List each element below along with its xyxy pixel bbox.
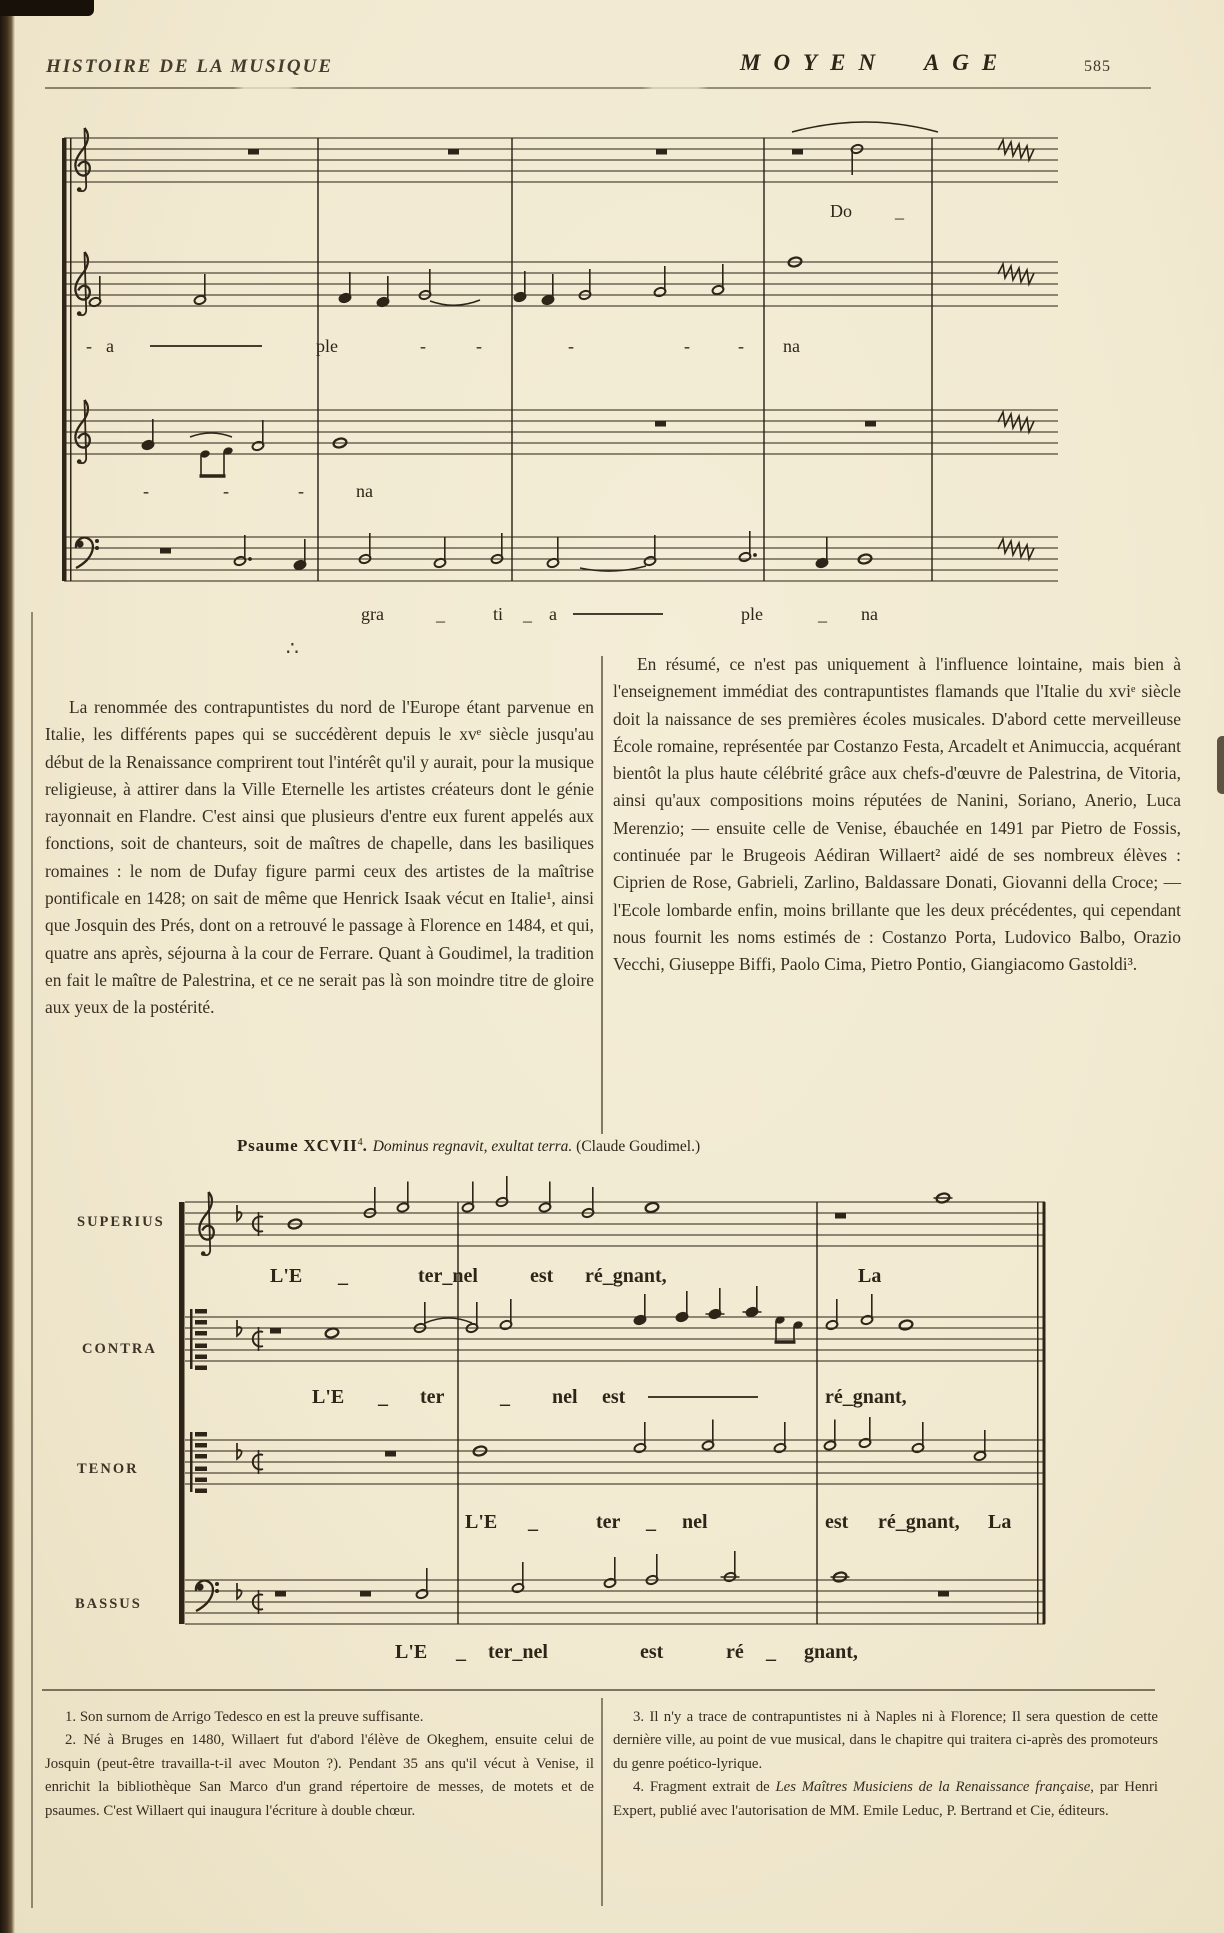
system-barline: [70, 138, 72, 581]
lyric-syllable: na: [861, 604, 878, 624]
system-barline: [1043, 1202, 1046, 1624]
c-clef-icon: [195, 1489, 207, 1494]
lyric-syllable: ter_nel: [418, 1265, 478, 1287]
system-barline: [62, 138, 67, 581]
lyric-syllable: _: [895, 201, 904, 221]
c-clef-icon: [195, 1432, 207, 1437]
whole-rest: [270, 1328, 281, 1334]
caption-separator: .: [362, 1136, 373, 1155]
lyric-syllable: ple: [316, 336, 338, 356]
header-rule: [45, 87, 1151, 89]
c-clef-icon: [190, 1432, 193, 1492]
treble-clef-icon: [75, 400, 89, 448]
footnote-3: [613, 1706, 1158, 1776]
treble-clef-icon: [77, 459, 82, 464]
footnote-4-prefix: Fragment extrait de: [649, 1779, 776, 1796]
c-clef-icon: [195, 1331, 207, 1336]
footnote-2-text: Né à Bruges en 1480, Willaert fut d'abord l'élève de Okeghem, ensuite celui de Josquin (peut-être travailla-t-il avec Mouton ?). Pendant 35 ans qu'il vécut à Venise, il enrichit la bibliothèque San Marco d'un grand répertoire de messes, de motets et de psaumes. C'est Willaert qui inaugura l'écriture à double chœur.: [45, 1732, 594, 1819]
score-gratia-plena: [50, 120, 1080, 640]
custos-flourish-icon: [998, 140, 1034, 160]
c-clef-icon: [195, 1344, 207, 1349]
lyric-syllable: _: [766, 1641, 776, 1663]
lyric-syllable: ré: [726, 1641, 744, 1663]
lyric-syllable: ter: [596, 1511, 621, 1533]
voice-label-tenor: TENOR: [77, 1461, 139, 1477]
lyric-syllable: -: [298, 481, 304, 501]
text-column-left: [45, 694, 594, 1022]
caption-composer: (Claude Goudimel.): [576, 1138, 701, 1155]
footnote-4-suffix: , par Henri Expert, publié avec l'autorisation de MM. Emile Leduc, P. Bertrand et Cie, éditeurs.: [613, 1779, 1158, 1819]
score-bottom-svg: [40, 1185, 1060, 1685]
footnote-3-num: 3.: [633, 1709, 645, 1725]
augmentation-dot: [248, 557, 252, 561]
slur: [792, 122, 938, 132]
voice-label-superius: SUPERIUS: [77, 1214, 165, 1230]
lyric-syllable: nel: [552, 1386, 578, 1408]
footnotes-left: [45, 1706, 594, 1823]
c-clef-icon: [195, 1355, 207, 1360]
score-psaume-xcvii: [40, 1185, 1060, 1685]
lyric-syllable: na: [356, 481, 373, 501]
bass-clef-icon: [215, 1582, 219, 1586]
lyric-syllable: _: [523, 604, 532, 624]
whole-note: [899, 1319, 914, 1330]
footnote-1-text: Son surnom de Arrigo Tedesco en est la preuve suffisante.: [79, 1709, 424, 1725]
lyric-syllable: _: [818, 604, 827, 624]
system-barline: [1037, 1202, 1039, 1624]
whole-rest: [385, 1451, 396, 1457]
footnote-4-num: 4.: [633, 1779, 645, 1796]
lyric-syllable: -: [143, 481, 149, 501]
column-divider: [601, 656, 603, 1134]
custos-flourish-icon: [998, 539, 1034, 559]
lyric-syllable: est: [530, 1265, 554, 1287]
paragraph-right: En résumé, ce n'est pas uniquement à l'influence lointaine, mais bien à l'enseignement immédiat des contrapuntistes flamands que l'Italie du xviᵉ siècle doit la naissance de ses premières écoles musicales. D'abord cette merveilleuse École romaine, représentée par Costanzo Festa, Arcadelt et Animuccia, acquérant bientôt la plus haute célébrité grâce aux chefs-d'œuvre de Palestrina, de Vitoria, ainsi qu'aux compositions moins réputées de Nanini, Soriano, Anerio, Luca Merenzio; — ensuite celle de Venise, ébauchée en 1491 par Pietro de Fossis, continuée par le Brugeois Aédiran Willaert² aidé de ses nombreux élèves : Ciprien de Rose, Gabrieli, Zarlino, Baldassare Donati, Giovanni della Croce; — l'Ecole lombarde enfin, moins brillante que les deux précédentes, qui cependant nous fournit les noms estimés de : Costanzo Porta, Ludovico Balbo, Orazio Vecchi, Giuseppe Biffi, Paolo Cima, Pietro Pontio, Giangiacomo Gastoldi³.: [613, 654, 1181, 975]
footnote-4-work-title: Les Maîtres Musiciens de la Renaissance française: [775, 1779, 1091, 1796]
score-top-svg: [50, 120, 1080, 640]
footnote-1: [45, 1706, 594, 1729]
lyric-syllable: -: [86, 336, 92, 356]
caption-footnote-ref: 4: [357, 1136, 363, 1148]
lyric-syllable: a: [549, 604, 557, 624]
lyric-syllable: ti: [493, 604, 504, 624]
bass-clef-icon: [215, 1589, 219, 1593]
caption-latin-title: Dominus regnavit, exultat terra.: [372, 1138, 573, 1155]
lyric-syllable: La: [858, 1265, 882, 1287]
footnote-1-num: 1.: [65, 1709, 77, 1725]
whole-rest: [275, 1591, 286, 1597]
lyric-syllable: ter: [420, 1386, 445, 1408]
page-number: 585: [1084, 58, 1111, 75]
lyric-syllable: -: [738, 336, 744, 356]
lyric-syllable: _: [378, 1386, 388, 1408]
lyric-syllable: _: [528, 1511, 538, 1533]
c-clef-icon: [195, 1320, 207, 1325]
lyric-syllable: ter_nel: [488, 1641, 548, 1663]
footnote-2-num: 2.: [65, 1732, 77, 1749]
system-barline: [179, 1202, 185, 1624]
bass-clef-icon: [95, 546, 99, 550]
slur: [190, 433, 232, 437]
lyric-syllable: ple: [741, 604, 763, 624]
c-clef-icon: [195, 1454, 207, 1459]
lyric-syllable: Do: [830, 201, 852, 221]
text-column-right: [613, 651, 1181, 979]
whole-rest: [938, 1591, 949, 1597]
caption-title: Psaume XCVII: [237, 1136, 358, 1155]
whole-rest: [448, 149, 459, 155]
lyric-syllable: est: [640, 1641, 664, 1663]
treble-clef-icon: [75, 128, 89, 176]
lyric-syllable: L'E: [395, 1641, 428, 1663]
treble-clef-icon: [77, 311, 82, 316]
lyric-syllable: La: [988, 1511, 1012, 1533]
scan-edge-artifact: [1217, 736, 1224, 794]
footnote-2: [45, 1729, 594, 1823]
custos-flourish-icon: [998, 412, 1034, 432]
whole-rest: [360, 1591, 371, 1597]
footnotes-right: [613, 1706, 1158, 1823]
whole-rest: [160, 548, 171, 554]
lyric-syllable: L'E: [465, 1511, 498, 1533]
footnote-rule: [42, 1689, 1155, 1691]
treble-clef-icon: [75, 252, 89, 300]
lyric-syllable: L'E: [312, 1386, 345, 1408]
lyric-syllable: est: [825, 1511, 849, 1533]
c-clef-icon: [190, 1309, 193, 1369]
c-clef-icon: [195, 1467, 207, 1472]
binding-shadow: [0, 0, 15, 1933]
section-title: MOYEN AGE: [740, 50, 1011, 75]
whole-rest: [656, 149, 667, 155]
lyric-syllable: gra: [361, 604, 384, 624]
footnote-4: [613, 1776, 1158, 1823]
lyric-syllable: gnant,: [804, 1641, 858, 1663]
lyric-syllable: ré_gnant,: [825, 1386, 907, 1408]
voice-label-bassus: BASSUS: [75, 1596, 142, 1612]
lyric-syllable: _: [338, 1265, 348, 1287]
footnote-3-text: Il n'y a trace de contrapuntistes ni à Naples ni à Florence; Il sera question de cette dernière ville, au point de vue musical, dans le chapitre qui traitera ci-après des promoteurs du genre poético-lyrique.: [613, 1709, 1158, 1772]
running-title: HISTOIRE DE LA MUSIQUE: [46, 56, 334, 77]
c-clef-icon: [195, 1309, 207, 1314]
c-clef-icon: [195, 1443, 207, 1448]
lyric-syllable: _: [456, 1641, 466, 1663]
whole-rest: [248, 149, 259, 155]
lyric-syllable: na: [783, 336, 800, 356]
whole-rest: [655, 421, 666, 427]
c-clef-icon: [195, 1478, 207, 1483]
voice-label-contra: CONTRA: [82, 1341, 157, 1357]
treble-clef-icon: [77, 187, 82, 192]
custos-flourish-icon: [998, 264, 1034, 284]
lyric-syllable: -: [223, 481, 229, 501]
lyric-syllable: ré_gnant,: [585, 1265, 667, 1287]
lyric-syllable: _: [646, 1511, 656, 1533]
scan-corner-artifact: [0, 0, 94, 16]
lyric-syllable: ré_gnant,: [878, 1511, 960, 1533]
lyric-syllable: -: [476, 336, 482, 356]
treble-clef-icon: [199, 1192, 213, 1240]
slur: [425, 1318, 472, 1323]
lyric-syllable: _: [436, 604, 445, 624]
asterism-separator: ∴: [286, 638, 302, 660]
gutter-rule: [31, 612, 33, 1908]
lyric-syllable: -: [684, 336, 690, 356]
whole-rest: [865, 421, 876, 427]
treble-clef-icon: [201, 1251, 206, 1256]
lyric-syllable: -: [568, 336, 574, 356]
lyric-syllable: _: [500, 1386, 510, 1408]
lyric-syllable: nel: [682, 1511, 708, 1533]
bass-clef-icon: [95, 539, 99, 543]
slur: [430, 300, 480, 305]
lyric-syllable: a: [106, 336, 114, 356]
c-clef-icon: [195, 1366, 207, 1371]
score-caption: [237, 1136, 700, 1156]
whole-rest: [835, 1213, 846, 1219]
footnote-column-divider: [601, 1698, 603, 1906]
whole-note: [325, 1327, 340, 1338]
augmentation-dot: [753, 553, 757, 557]
lyric-syllable: L'E: [270, 1265, 303, 1287]
whole-rest: [792, 149, 803, 155]
whole-note: [645, 1202, 660, 1213]
lyric-syllable: -: [420, 336, 426, 356]
lyric-syllable: est: [602, 1386, 626, 1408]
paragraph-left: La renommée des contrapuntistes du nord de l'Europe étant parvenue en Italie, les différents papes qui se succédèrent depuis le xvᵉ siècle jusqu'au début de la Renaissance comprirent tout l'intérêt qu'il y aurait, pour la musique religieuse, à attirer dans la Ville Eternelle les artistes créateurs dont le génie rayonnait en Flandre. C'est ainsi que plusieurs d'entre eux furent appelés aux fonctions, soit de chanteurs, soit de maîtres de chapelle, dans les basiliques romaines : le nom de Dufay figure parmi ceux des artistes de la maîtrise pontificale en 1428; on sait de même que Henrick Isaak vécut en Italie¹, ainsi que Josquin des Prés, dont on a retrouvé le passage à Florence en 1484, et qui, quatre ans après, séjourna à la cour de Ferrare. Quant à Goudimel, la tradition en fait le maître de Palestrina, et ce ne serait pas là son moindre titre de gloire aux yeux de la postérité.: [45, 697, 594, 1018]
